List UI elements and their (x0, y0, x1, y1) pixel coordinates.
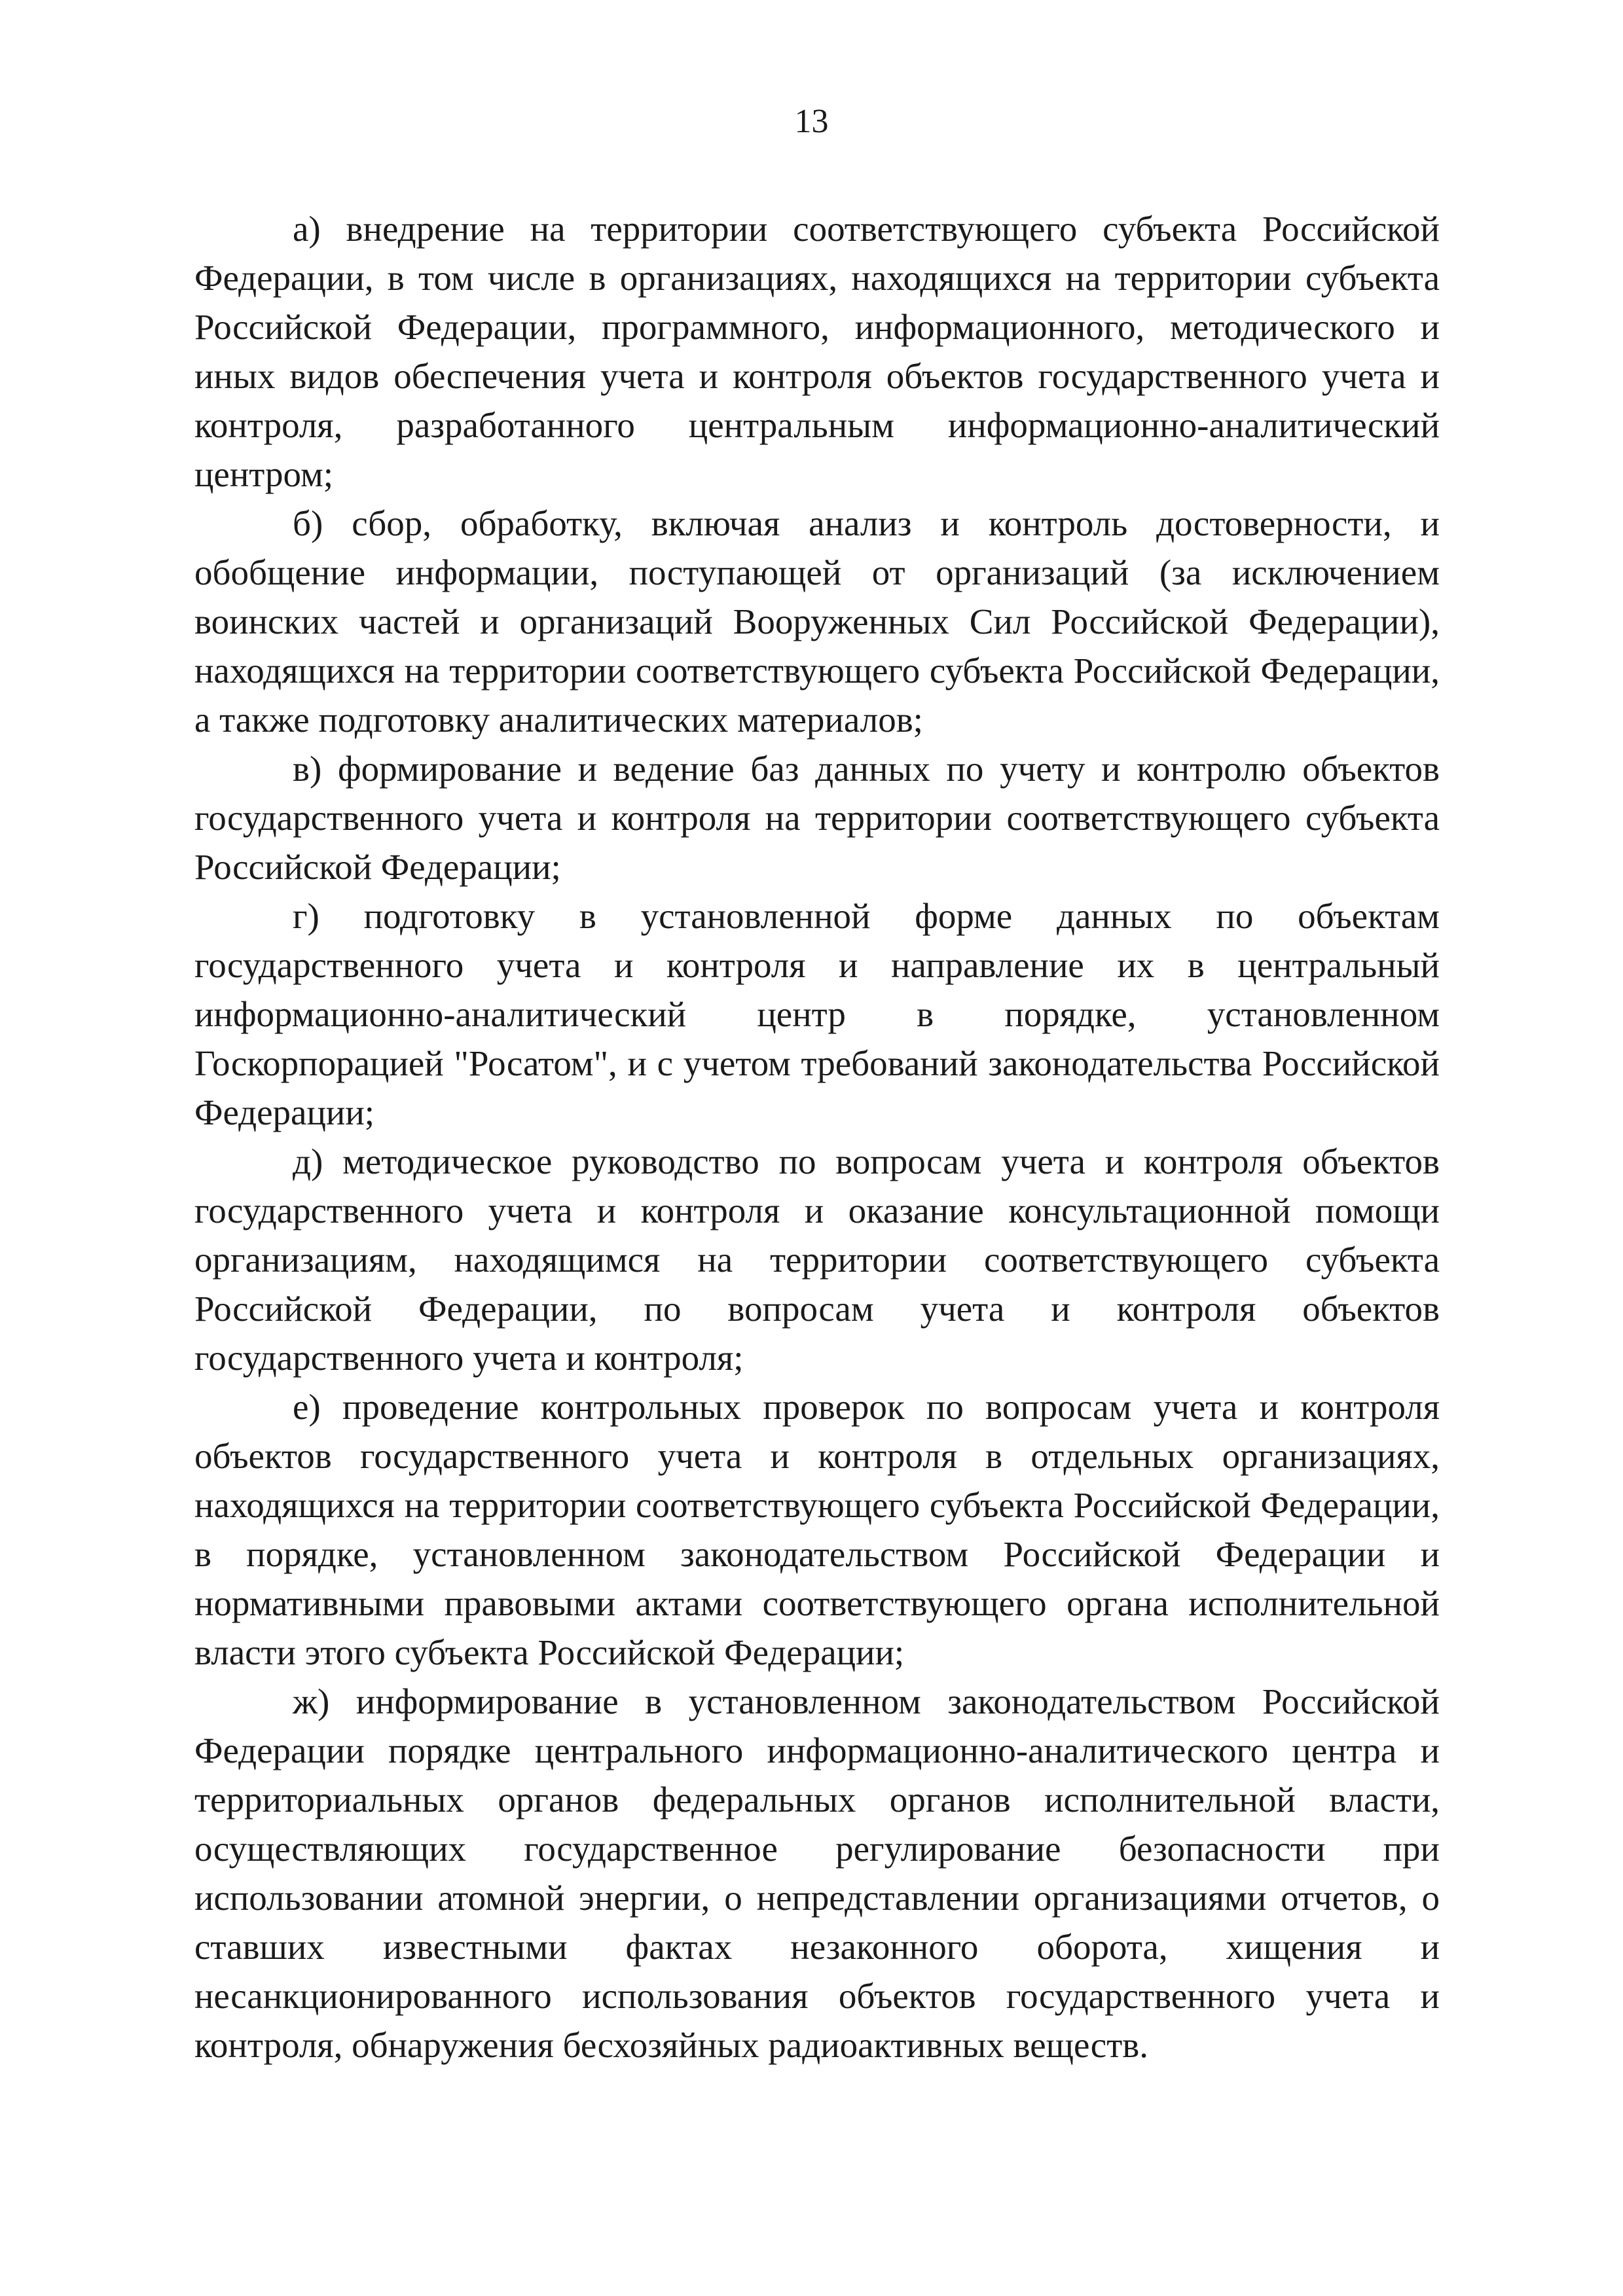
document-body (194, 204, 1440, 2070)
paragraph-e: е) проведение контрольных проверок по вопросам учета и контроля объектов государственного учета и контроля в отдельных организациях, находящихся на территории соответствующего субъекта Российской Федерации, в порядке, установленном законодательством Российской Федерации и нормативными правовыми актами соответствующего органа исполнительной власти этого субъекта Российской Федерации; (194, 1387, 1440, 1672)
paragraph-zh: ж) информирование в установленном законодательством Российской Федерации порядке центрального информационно-аналитического центра и территориальных органов федеральных органов исполнительной власти, осуществляющих государственное регулирование безопасности при использовании атомной энергии, о непредставлении организациями отчетов, о ставших известными фактах незаконного оборота, хищения и несанкционированного использования объектов государственного учета и контроля, обнаружения бесхозяйных радиоактивных веществ. (194, 1681, 1440, 2065)
page-number: 13 (794, 103, 829, 140)
paragraph-d: д) методическое руководство по вопросам учета и контроля объектов государственного учета и контроля и оказание консультационной помощи организациям, находящимся на территории соответствующего субъекта Российской Федерации, по вопросам учета и контроля объектов государственного учета и контроля; (194, 1141, 1440, 1378)
paragraph-v: в) формирование и ведение баз данных по учету и контролю объектов государственного учета и контроля на территории соответствующего субъекта Российской Федерации; (194, 749, 1440, 887)
paragraph-a: а) внедрение на территории соответствующего субъекта Российской Федерации, в том числе в организациях, находящихся на территории субъекта Российской Федерации, программного, информационного, методического и иных видов обеспечения учета и контроля объектов государственного учета и контроля, разработанного центральным информационно-аналитический центром; (194, 209, 1440, 494)
paragraph-b: б) сбор, обработку, включая анализ и контроль достоверности, и обобщение информации, поступающей от организаций (за исключением воинских частей и организаций Вооруженных Сил Российской Федерации), находящихся на территории соответствующего субъекта Российской Федерации, а также подготовку аналитических материалов; (194, 503, 1440, 740)
paragraph-g: г) подготовку в установленной форме данных по объектам государственного учета и контроля и направление их в центральный информационно-аналитический центр в порядке, установленном Госкорпорацией "Росатом", и с учетом требований законодательства Российской Федерации; (194, 896, 1440, 1132)
